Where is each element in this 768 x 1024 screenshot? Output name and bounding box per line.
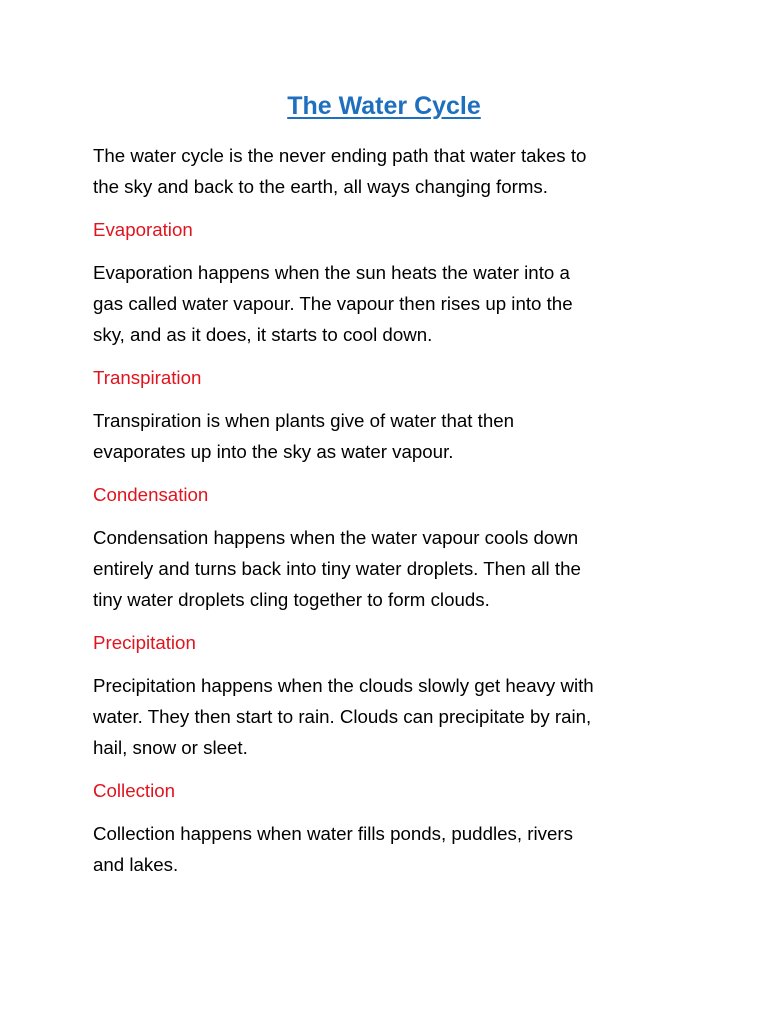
section-heading-precipitation: Precipitation — [93, 632, 196, 653]
section-heading-evaporation: Evaporation — [93, 219, 193, 240]
document-title: The Water Cycle — [287, 92, 481, 120]
document-body — [93, 140, 683, 880]
section-body-precipitation: Precipitation happens when the clouds slowly get heavy with water. They then start to rain. Clouds can precipitate by rain, hail, snow or sleet. — [93, 675, 594, 758]
intro-paragraph: The water cycle is the never ending path that water takes to the sky and back to the earth, all ways changing forms. — [93, 145, 587, 197]
section-body-transpiration: Transpiration is when plants give of water that then evaporates up into the sky as water vapour. — [93, 410, 515, 462]
section-heading-condensation: Condensation — [93, 484, 209, 505]
section-heading-collection: Collection — [93, 780, 176, 801]
section-heading-transpiration: Transpiration — [93, 367, 202, 388]
section-body-collection: Collection happens when water fills ponds, puddles, rivers and lakes. — [93, 823, 573, 875]
section-body-condensation: Condensation happens when the water vapour cools down entirely and turns back into tiny water droplets. Then all the tiny water droplets cling together to form clouds. — [93, 527, 581, 610]
section-body-evaporation: Evaporation happens when the sun heats the water into a gas called water vapour. The vapour then rises up into the sky, and as it does, it starts to cool down. — [93, 262, 573, 345]
